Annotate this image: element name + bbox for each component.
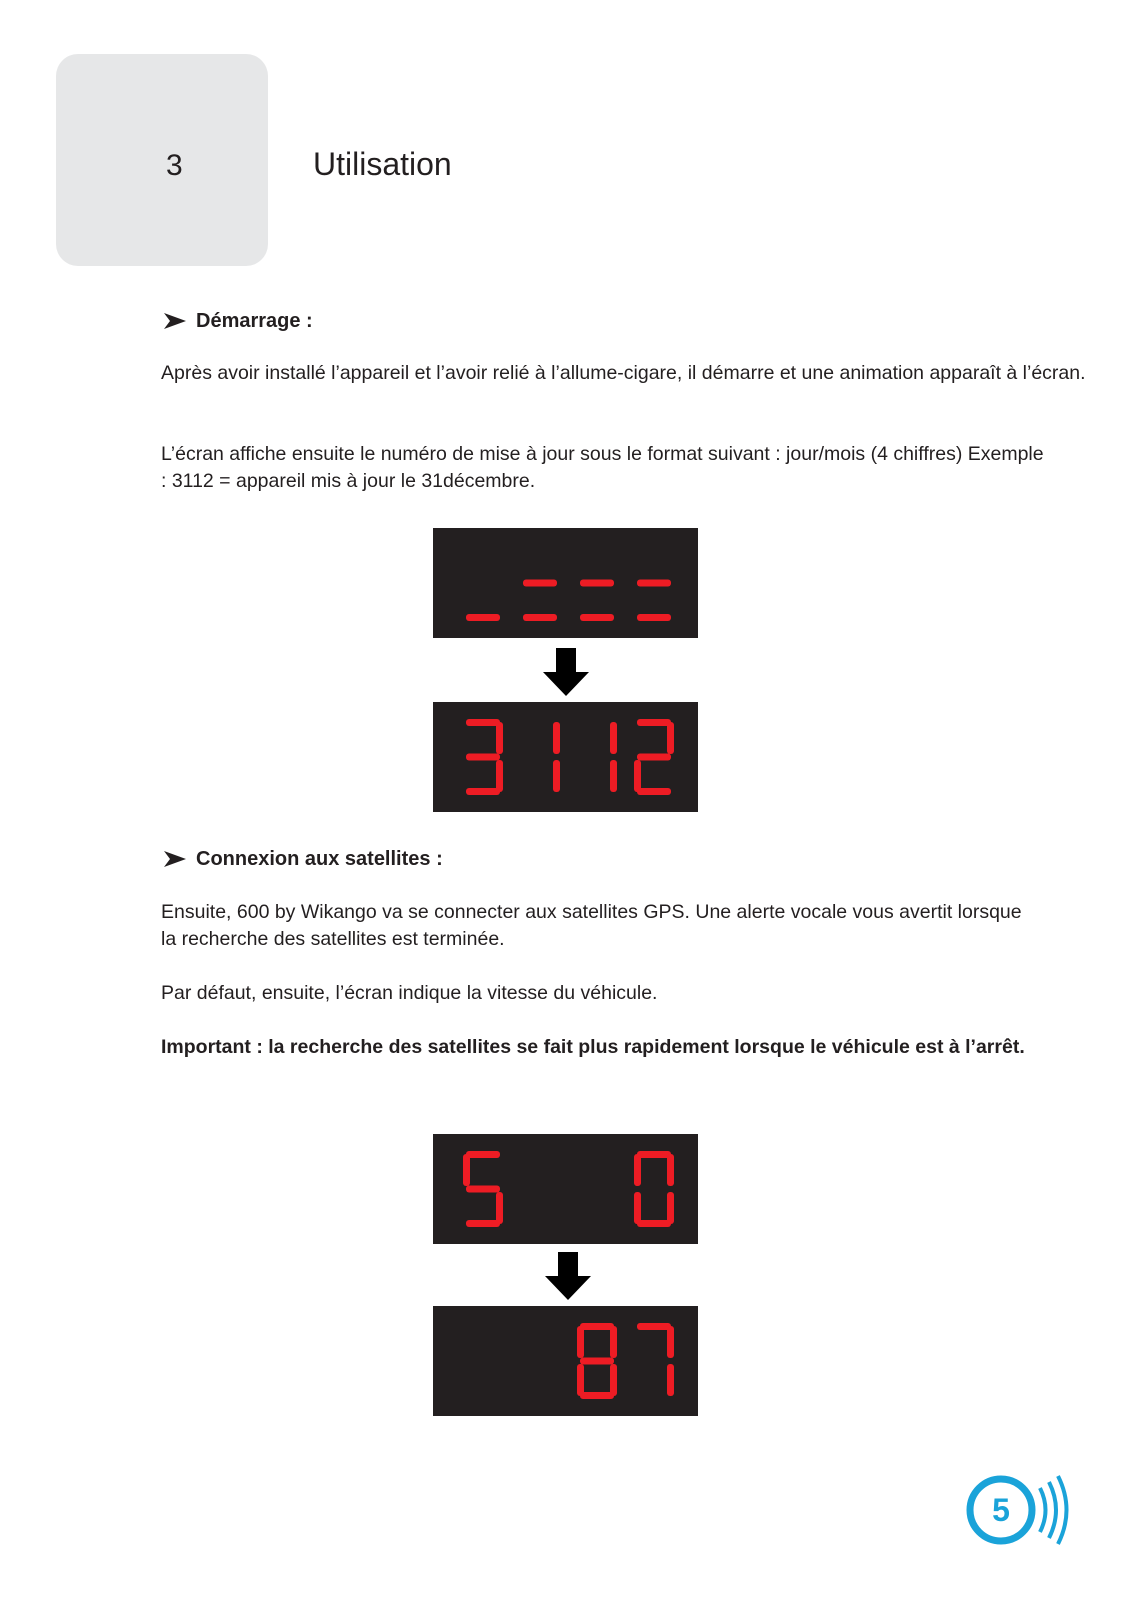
- display-speed: [433, 1306, 698, 1416]
- segment-g: [466, 754, 500, 761]
- segment-g: [637, 754, 671, 761]
- segment-display: [433, 528, 698, 638]
- segment-a: [637, 1323, 671, 1330]
- paragraph: Ensuite, 600 by Wikango va se connecter aux satellites GPS. Une alerte vocale vous avertit lorsque la recherche des satellites est terminée.: [161, 901, 1022, 950]
- segment-e: [577, 1364, 584, 1396]
- section-heading-demarrage: [162, 308, 313, 334]
- chapter-title: Utilisation: [313, 146, 452, 182]
- segment-a: [637, 719, 671, 726]
- heading-label: Connexion aux satellites :: [196, 848, 443, 870]
- segment-e: [634, 1192, 641, 1224]
- digit: [466, 614, 500, 621]
- digit: [553, 722, 560, 792]
- segment-a: [466, 1151, 500, 1158]
- segment-b: [667, 1154, 674, 1186]
- digit: [634, 719, 674, 795]
- segment-b: [667, 722, 674, 754]
- segment-a: [580, 1323, 614, 1330]
- segment-c: [610, 1364, 617, 1396]
- page-number: 5: [992, 1492, 1010, 1528]
- digit: [637, 1323, 674, 1396]
- segment-b: [610, 722, 617, 754]
- digit: [463, 1151, 503, 1227]
- digit: [637, 580, 671, 622]
- paragraph: Par défaut, ensuite, l’écran indique la vitesse du véhicule.: [161, 982, 658, 1004]
- sound-wave-icon: [1049, 1482, 1056, 1538]
- digit: [634, 1151, 674, 1227]
- segment-c: [553, 760, 560, 792]
- paragraph: L’écran affiche ensuite le numéro de mise à jour sous le format suivant : jour/mois (4 chiffres) Exemple : 3112 = appareil mis à jour le 31décembre.: [161, 443, 1044, 492]
- segment-b: [553, 722, 560, 754]
- digit: [466, 719, 503, 795]
- digit: [610, 722, 617, 792]
- segment-c: [667, 1192, 674, 1224]
- segment-f: [463, 1154, 470, 1186]
- segment-c: [610, 760, 617, 792]
- segment-a: [637, 1151, 671, 1158]
- segment-d: [580, 614, 614, 621]
- segment-display: [433, 1306, 698, 1416]
- segment-c: [496, 760, 503, 792]
- segment-d: [466, 1220, 500, 1227]
- section-heading-connexion: [162, 846, 443, 872]
- digit: [523, 580, 557, 622]
- sound-wave-icon: [1040, 1488, 1046, 1532]
- display-startup-animation: [433, 528, 698, 638]
- segment-b: [610, 1326, 617, 1358]
- segment-g: [523, 580, 557, 587]
- chapter-number: 3: [166, 149, 183, 182]
- segment-e: [634, 760, 641, 792]
- segment-display: [433, 702, 698, 812]
- digit: [577, 1323, 617, 1399]
- segment-c: [496, 1192, 503, 1224]
- segment-g: [466, 1186, 500, 1193]
- segment-g: [637, 580, 671, 587]
- segment-d: [637, 614, 671, 621]
- segment-d: [580, 1392, 614, 1399]
- segment-d: [466, 788, 500, 795]
- digit: [580, 580, 614, 622]
- important-note: Important : la recherche des satellites se fait plus rapidement lorsque le véhicule est à l’arrêt.: [161, 1036, 1025, 1058]
- heading-label: Démarrage :: [196, 310, 313, 332]
- page-number-badge: [965, 1470, 1080, 1550]
- segment-d: [637, 788, 671, 795]
- segment-d: [523, 614, 557, 621]
- display-update-number: [433, 702, 698, 812]
- paragraph: Après avoir installé l’appareil et l’avoir relié à l’allume-cigare, il démarre et une animation apparaît à l’écran.: [161, 362, 1086, 384]
- segment-b: [496, 722, 503, 754]
- segment-display: [433, 1134, 698, 1244]
- chapter-box: [56, 54, 268, 266]
- down-arrow-icon: [543, 1252, 593, 1302]
- segment-g: [580, 580, 614, 587]
- segment-f: [577, 1326, 584, 1358]
- segment-c: [667, 1364, 674, 1396]
- segment-b: [667, 1326, 674, 1358]
- segment-a: [466, 719, 500, 726]
- chevron-arrow-icon: [162, 311, 188, 331]
- segment-d: [466, 614, 500, 621]
- display-satellite-search: [433, 1134, 698, 1244]
- segment-d: [637, 1220, 671, 1227]
- down-arrow-icon: [541, 648, 591, 698]
- segment-g: [580, 1358, 614, 1365]
- sound-wave-icon: [1058, 1476, 1067, 1544]
- segment-f: [634, 1154, 641, 1186]
- chevron-arrow-icon: [162, 849, 188, 869]
